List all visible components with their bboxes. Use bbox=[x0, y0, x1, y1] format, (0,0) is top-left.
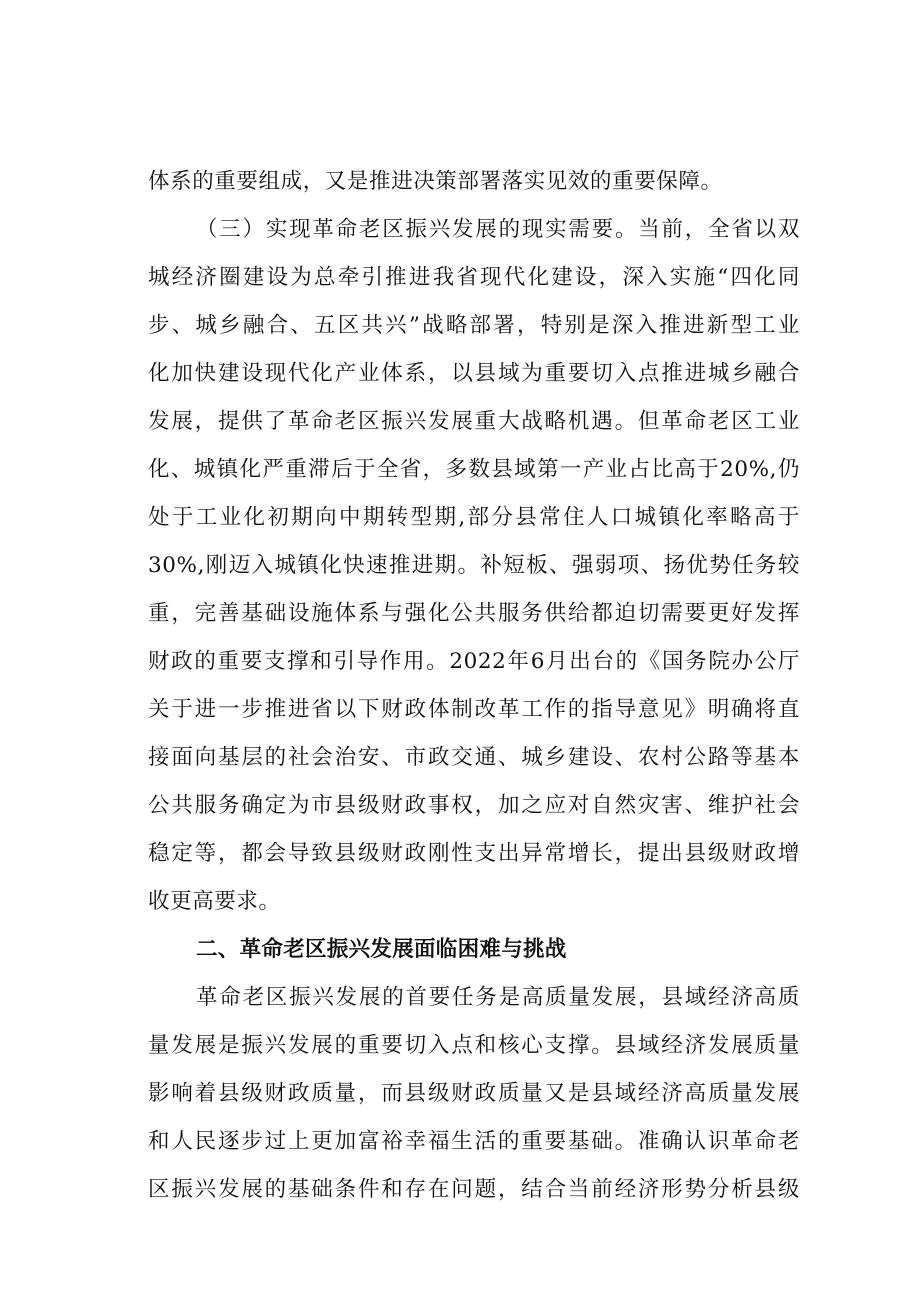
subsection-heading-line: （三）实现革命老区振兴发展的现实需要。当前，全省以双 bbox=[196, 217, 800, 242]
paragraph-line: 体系的重要组成，又是推进决策部署落实见效的重要保障。 bbox=[148, 169, 723, 194]
paragraph-line: 量发展是振兴发展的重要切入点和核心支撑。县域经济发展质量 bbox=[148, 1033, 800, 1058]
paragraph-line: 影响着县级财政质量，而县级财政质量又是县域经济高质量发展 bbox=[148, 1081, 800, 1106]
paragraph-line: 区振兴发展的基础条件和存在问题，结合当前经济形势分析县级 bbox=[148, 1177, 800, 1202]
paragraph-line: 公共服务确定为市县级财政事权，加之应对自然灾害、维护社会 bbox=[148, 793, 800, 818]
paragraph-line: 30%,刚迈入城镇化快速推进期。补短板、强弱项、扬优势任务较 bbox=[148, 553, 800, 578]
paragraph-line: 化、城镇化严重滞后于全省，多数县域第一产业占比高于20%,仍 bbox=[148, 457, 800, 482]
paragraph-line: 关于进一步推进省以下财政体制改革工作的指导意见》明确将直 bbox=[148, 697, 800, 722]
paragraph-line: 处于工业化初期向中期转型期,部分县常住人口城镇化率略高于 bbox=[148, 505, 800, 530]
paragraph-line: 接面向基层的社会治安、市政交通、城乡建设、农村公路等基本 bbox=[148, 745, 800, 770]
paragraph-line: 发展，提供了革命老区振兴发展重大战略机遇。但革命老区工业 bbox=[148, 409, 800, 434]
paragraph-line: 城经济圈建设为总牵引推进我省现代化建设，深入实施“四化同 bbox=[148, 265, 800, 290]
document-body bbox=[148, 158, 800, 1214]
paragraph-line: 步、城乡融合、五区共兴”战略部署，特别是深入推进新型工业 bbox=[148, 313, 800, 338]
paragraph-line: 稳定等，都会导致县级财政刚性支出异常增长，提出县级财政增 bbox=[148, 841, 800, 866]
section-heading: 二、革命老区振兴发展面临困难与挑战 bbox=[196, 937, 567, 962]
paragraph-line: 重，完善基础设施体系与强化公共服务供给都迫切需要更好发挥 bbox=[148, 601, 800, 626]
paragraph-line: 收更高要求。 bbox=[148, 889, 281, 914]
paragraph-line: 和人民逐步过上更加富裕幸福生活的重要基础。准确认识革命老 bbox=[148, 1129, 800, 1154]
paragraph-line: 财政的重要支撑和引导作用。2022年6月出台的《国务院办公厅 bbox=[148, 649, 800, 674]
paragraph-line: 化加快建设现代化产业体系，以县域为重要切入点推进城乡融合 bbox=[148, 361, 800, 386]
paragraph-line: 革命老区振兴发展的首要任务是高质量发展，县域经济高质 bbox=[196, 985, 800, 1010]
